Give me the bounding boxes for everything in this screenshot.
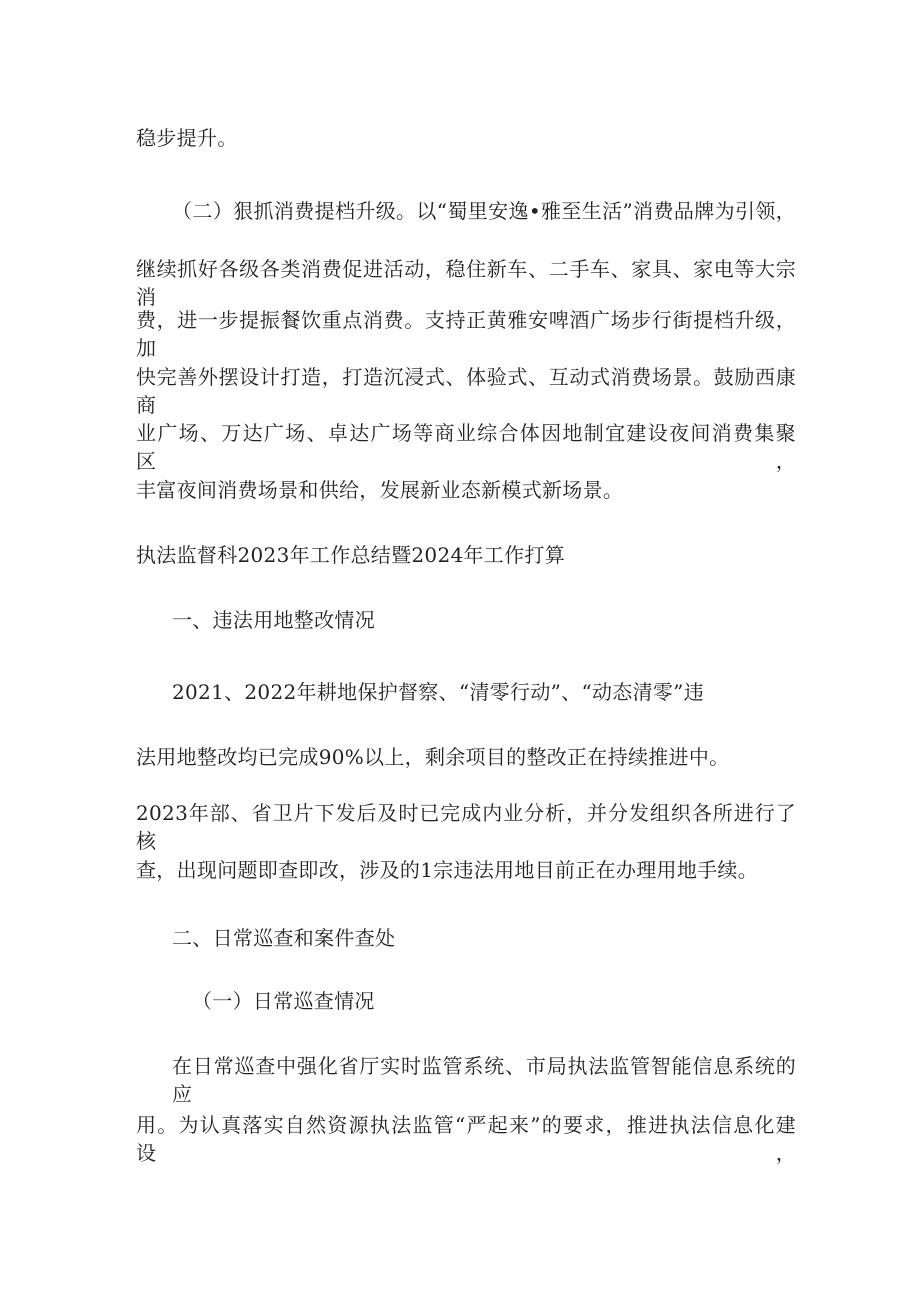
section-heading-1: 一、违法用地整改情况 — [172, 608, 375, 632]
text-line: 稳步提升。 — [136, 126, 238, 150]
text-line: 业广场、万达广场、卓达广场等商业综合体因地制宜建设夜间消费集聚区， — [136, 421, 796, 473]
text-line: 法用地整改均已完成90%以上，剩余项目的整改正在持续推进中。 — [136, 745, 730, 769]
section-heading-2: （二）狠抓消费提档升级。以“蜀里安逸•雅至生活”消费品牌为引领， — [172, 199, 796, 223]
section-heading-2-main: 二、日常巡查和案件查处 — [172, 926, 396, 950]
text-line: 继续抓好各级各类消费促进活动，稳住新车、二手车、家具、家电等大宗消 — [136, 257, 796, 309]
document-title: 执法监督科2023年工作总结暨2024年工作打算 — [136, 543, 565, 567]
text-line: 2021、2022年耕地保护督察、“清零行动”、“动态清零”违 — [172, 680, 704, 704]
text-line: 2023年部、省卫片下发后及时已完成内业分析，并分发组织各所进行了核 — [136, 801, 796, 853]
text-line: 丰富夜间消费场景和供给，发展新业态新模式新场景。 — [136, 478, 624, 502]
text-line: 查，出现问题即查即改，涉及的1宗违法用地目前正在办理用地手续。 — [136, 858, 759, 882]
subsection-heading-1: （一）日常巡查情况 — [192, 989, 375, 1013]
text-line: 费，进一步提振餐饮重点消费。支持正黄雅安啤酒广场步行街提档升级，加 — [136, 308, 796, 360]
text-line: 在日常巡查中强化省厅实时监管系统、市局执法监管智能信息系统的应 — [172, 1054, 796, 1106]
text-line: 用。为认真落实自然资源执法监管“严起来”的要求，推进执法信息化建设， — [136, 1113, 796, 1165]
text-line: 快完善外摆设计打造，打造沉浸式、体验式、互动式消费场景。鼓励西康商 — [136, 365, 796, 417]
